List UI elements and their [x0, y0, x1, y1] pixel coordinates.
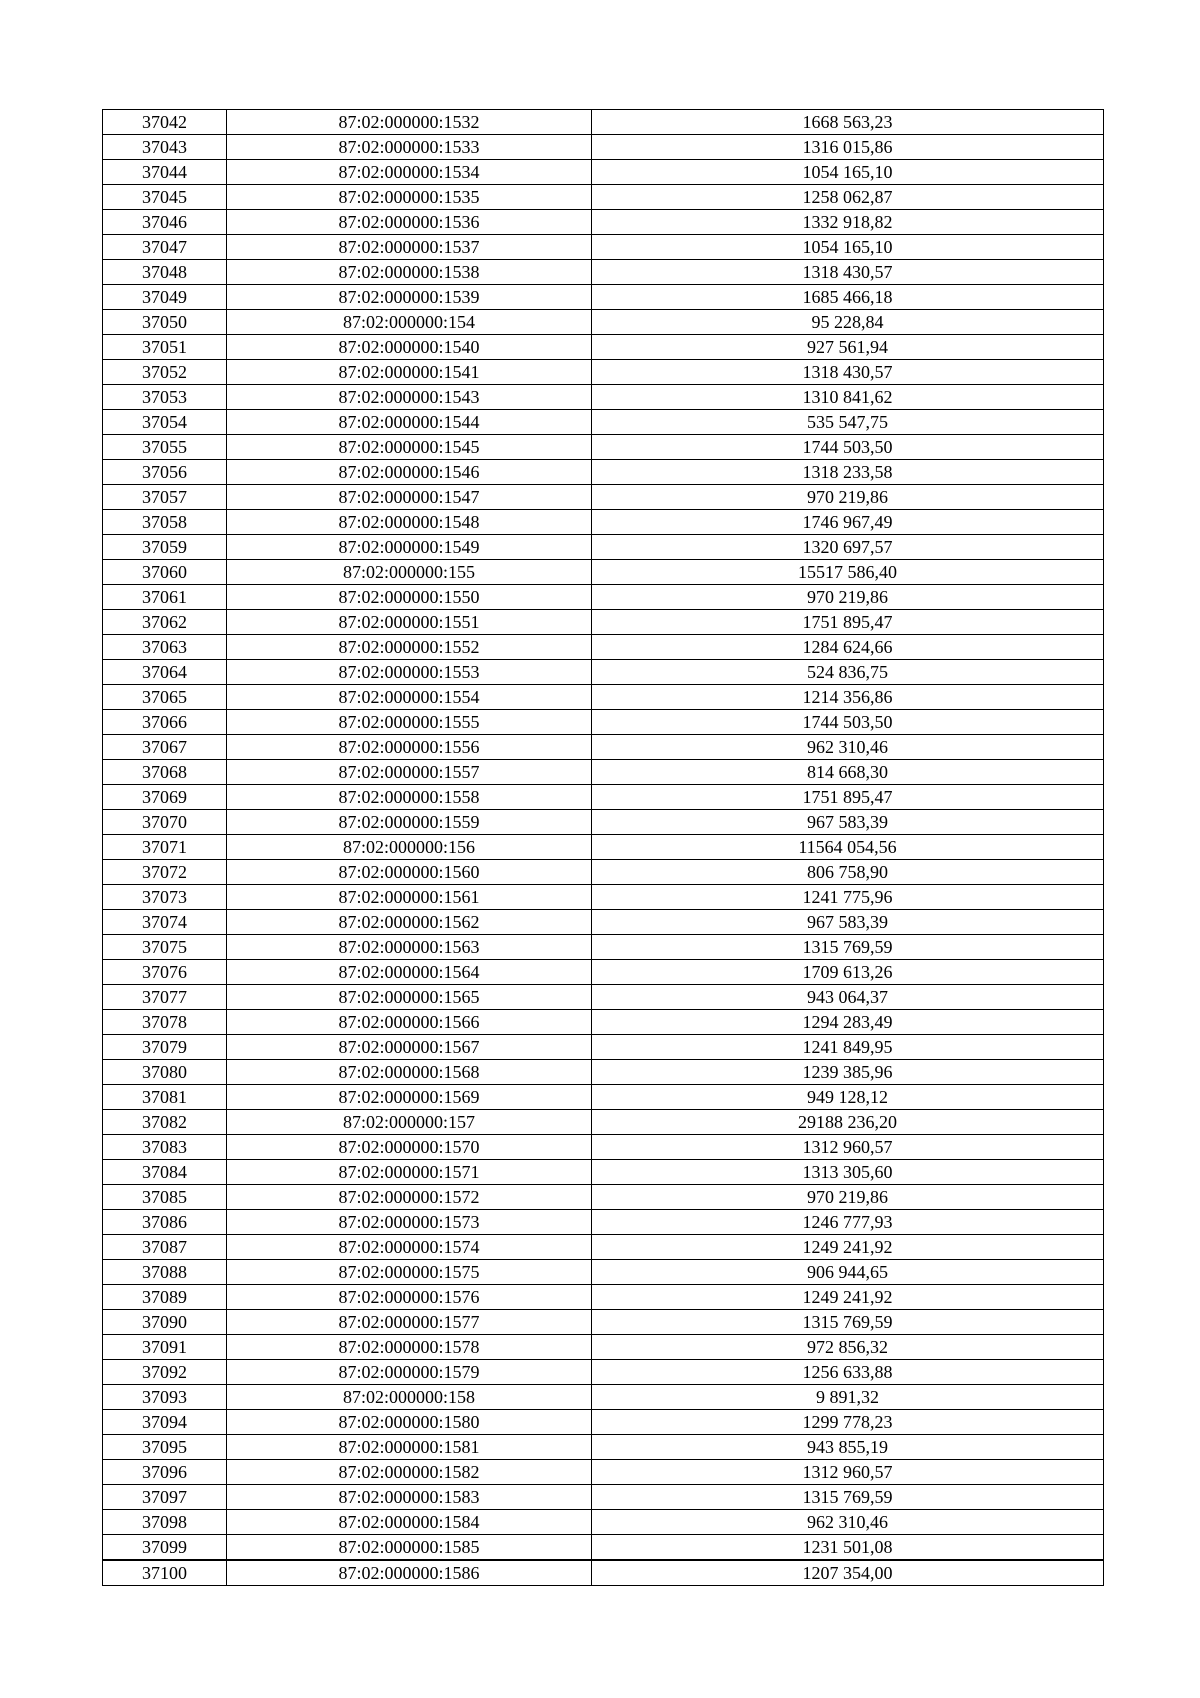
cadastral-value-cell: 1332 918,82 [592, 210, 1104, 235]
cadastral-number-cell: 87:02:000000:1575 [227, 1260, 592, 1285]
cadastral-value-cell: 1685 466,18 [592, 285, 1104, 310]
row-number-cell: 37089 [103, 1285, 227, 1310]
cadastral-value-cell: 1256 633,88 [592, 1360, 1104, 1385]
row-number-cell: 37079 [103, 1035, 227, 1060]
row-number-cell: 37085 [103, 1185, 227, 1210]
cadastral-value-cell: 967 583,39 [592, 810, 1104, 835]
cadastral-value-cell: 1241 849,95 [592, 1035, 1104, 1060]
table-row [103, 1185, 1104, 1210]
cadastral-value-cell: 29188 236,20 [592, 1110, 1104, 1135]
cadastral-number-cell: 87:02:000000:1585 [227, 1535, 592, 1561]
cadastral-number-cell: 87:02:000000:1573 [227, 1210, 592, 1235]
table-row [103, 485, 1104, 510]
cadastral-number-cell: 87:02:000000:1546 [227, 460, 592, 485]
table-row [103, 960, 1104, 985]
row-number-cell: 37049 [103, 285, 227, 310]
cadastral-value-table [102, 109, 1104, 1586]
cadastral-number-cell: 87:02:000000:1559 [227, 810, 592, 835]
cadastral-value-cell: 967 583,39 [592, 910, 1104, 935]
table-row [103, 685, 1104, 710]
row-number-cell: 37076 [103, 960, 227, 985]
table-row [103, 885, 1104, 910]
table-row [103, 185, 1104, 210]
row-number-cell: 37092 [103, 1360, 227, 1385]
cadastral-number-cell: 87:02:000000:1577 [227, 1310, 592, 1335]
cadastral-value-cell: 1299 778,23 [592, 1410, 1104, 1435]
table-row [103, 1160, 1104, 1185]
table-row [103, 735, 1104, 760]
cadastral-value-cell: 1709 613,26 [592, 960, 1104, 985]
table-row [103, 1385, 1104, 1410]
cadastral-value-cell: 1312 960,57 [592, 1460, 1104, 1485]
cadastral-value-cell: 1249 241,92 [592, 1285, 1104, 1310]
cadastral-number-cell: 87:02:000000:155 [227, 560, 592, 585]
table-row [103, 610, 1104, 635]
cadastral-number-cell: 87:02:000000:1558 [227, 785, 592, 810]
table-row [103, 110, 1104, 135]
cadastral-number-cell: 87:02:000000:1550 [227, 585, 592, 610]
table-row [103, 785, 1104, 810]
row-number-cell: 37096 [103, 1460, 227, 1485]
row-number-cell: 37043 [103, 135, 227, 160]
row-number-cell: 37063 [103, 635, 227, 660]
cadastral-number-cell: 87:02:000000:1541 [227, 360, 592, 385]
table-row [103, 1010, 1104, 1035]
cadastral-number-cell: 87:02:000000:1562 [227, 910, 592, 935]
row-number-cell: 37044 [103, 160, 227, 185]
table-row [103, 1260, 1104, 1285]
cadastral-value-cell: 1239 385,96 [592, 1060, 1104, 1085]
cadastral-value-cell: 1318 233,58 [592, 460, 1104, 485]
table-row [103, 435, 1104, 460]
row-number-cell: 37095 [103, 1435, 227, 1460]
table-row [103, 935, 1104, 960]
table-row [103, 1110, 1104, 1135]
row-number-cell: 37067 [103, 735, 227, 760]
cadastral-number-cell: 87:02:000000:1572 [227, 1185, 592, 1210]
row-number-cell: 37059 [103, 535, 227, 560]
cadastral-number-cell: 87:02:000000:157 [227, 1110, 592, 1135]
cadastral-value-cell: 9 891,32 [592, 1385, 1104, 1410]
cadastral-value-cell: 943 064,37 [592, 985, 1104, 1010]
cadastral-value-cell: 1318 430,57 [592, 260, 1104, 285]
cadastral-value-cell: 1744 503,50 [592, 435, 1104, 460]
table-row [103, 910, 1104, 935]
cadastral-number-cell: 87:02:000000:1582 [227, 1460, 592, 1485]
cadastral-number-cell: 87:02:000000:1574 [227, 1235, 592, 1260]
cadastral-number-cell: 87:02:000000:1544 [227, 410, 592, 435]
cadastral-value-cell: 1315 769,59 [592, 1310, 1104, 1335]
row-number-cell: 37069 [103, 785, 227, 810]
table-row [103, 1310, 1104, 1335]
table-row [103, 310, 1104, 335]
cadastral-number-cell: 87:02:000000:1556 [227, 735, 592, 760]
cadastral-value-cell: 1313 305,60 [592, 1160, 1104, 1185]
table-row [103, 535, 1104, 560]
cadastral-number-cell: 87:02:000000:1553 [227, 660, 592, 685]
cadastral-number-cell: 87:02:000000:1580 [227, 1410, 592, 1435]
row-number-cell: 37070 [103, 810, 227, 835]
row-number-cell: 37042 [103, 110, 227, 135]
row-number-cell: 37052 [103, 360, 227, 385]
cadastral-number-cell: 87:02:000000:1584 [227, 1510, 592, 1535]
cadastral-number-cell: 87:02:000000:1579 [227, 1360, 592, 1385]
cadastral-value-cell: 906 944,65 [592, 1260, 1104, 1285]
cadastral-number-cell: 87:02:000000:1539 [227, 285, 592, 310]
table-row [103, 760, 1104, 785]
table-row [103, 285, 1104, 310]
cadastral-value-cell: 949 128,12 [592, 1085, 1104, 1110]
cadastral-value-cell: 972 856,32 [592, 1335, 1104, 1360]
cadastral-value-cell: 1241 775,96 [592, 885, 1104, 910]
row-number-cell: 37083 [103, 1135, 227, 1160]
cadastral-number-cell: 87:02:000000:1538 [227, 260, 592, 285]
cadastral-number-cell: 87:02:000000:1571 [227, 1160, 592, 1185]
cadastral-value-cell: 1320 697,57 [592, 535, 1104, 560]
cadastral-value-cell: 1231 501,08 [592, 1535, 1104, 1561]
cadastral-number-cell: 87:02:000000:1548 [227, 510, 592, 535]
table-row [103, 1235, 1104, 1260]
cadastral-value-cell: 943 855,19 [592, 1435, 1104, 1460]
row-number-cell: 37073 [103, 885, 227, 910]
cadastral-number-cell: 87:02:000000:1576 [227, 1285, 592, 1310]
table-row [103, 1285, 1104, 1310]
cadastral-value-cell: 806 758,90 [592, 860, 1104, 885]
row-number-cell: 37086 [103, 1210, 227, 1235]
row-number-cell: 37090 [103, 1310, 227, 1335]
table-row [103, 1535, 1104, 1561]
table-row [103, 360, 1104, 385]
cadastral-number-cell: 87:02:000000:1570 [227, 1135, 592, 1160]
cadastral-value-cell: 1294 283,49 [592, 1010, 1104, 1035]
cadastral-number-cell: 87:02:000000:1565 [227, 985, 592, 1010]
table-row [103, 1035, 1104, 1060]
cadastral-value-cell: 927 561,94 [592, 335, 1104, 360]
row-number-cell: 37048 [103, 260, 227, 285]
cadastral-value-cell: 1315 769,59 [592, 1485, 1104, 1510]
row-number-cell: 37062 [103, 610, 227, 635]
row-number-cell: 37099 [103, 1535, 227, 1561]
table-row [103, 510, 1104, 535]
cadastral-value-cell: 1668 563,23 [592, 110, 1104, 135]
cadastral-number-cell: 87:02:000000:1555 [227, 710, 592, 735]
table-row [103, 1435, 1104, 1460]
table-row [103, 1060, 1104, 1085]
cadastral-value-cell: 1744 503,50 [592, 710, 1104, 735]
cadastral-value-cell: 95 228,84 [592, 310, 1104, 335]
table-row [103, 585, 1104, 610]
cadastral-number-cell: 87:02:000000:1533 [227, 135, 592, 160]
table-row [103, 810, 1104, 835]
cadastral-value-cell: 1258 062,87 [592, 185, 1104, 210]
cadastral-value-cell: 1318 430,57 [592, 360, 1104, 385]
cadastral-value-cell: 970 219,86 [592, 485, 1104, 510]
row-number-cell: 37066 [103, 710, 227, 735]
table-row [103, 235, 1104, 260]
row-number-cell: 37068 [103, 760, 227, 785]
row-number-cell: 37093 [103, 1385, 227, 1410]
row-number-cell: 37088 [103, 1260, 227, 1285]
table-row [103, 1360, 1104, 1385]
cadastral-number-cell: 87:02:000000:1581 [227, 1435, 592, 1460]
cadastral-value-cell: 962 310,46 [592, 1510, 1104, 1535]
table-row [103, 660, 1104, 685]
table-row [103, 260, 1104, 285]
cadastral-number-cell: 87:02:000000:1557 [227, 760, 592, 785]
cadastral-value-cell: 814 668,30 [592, 760, 1104, 785]
cadastral-number-cell: 87:02:000000:1552 [227, 635, 592, 660]
cadastral-value-cell: 1316 015,86 [592, 135, 1104, 160]
table-row [103, 985, 1104, 1010]
table-row [103, 1410, 1104, 1435]
row-number-cell: 37077 [103, 985, 227, 1010]
table-row [103, 635, 1104, 660]
table-row [103, 210, 1104, 235]
cadastral-value-cell: 1214 356,86 [592, 685, 1104, 710]
cadastral-number-cell: 87:02:000000:1569 [227, 1085, 592, 1110]
cadastral-value-cell: 1315 769,59 [592, 935, 1104, 960]
row-number-cell: 37072 [103, 860, 227, 885]
cadastral-number-cell: 87:02:000000:1566 [227, 1010, 592, 1035]
table-row [103, 860, 1104, 885]
row-number-cell: 37046 [103, 210, 227, 235]
row-number-cell: 37050 [103, 310, 227, 335]
row-number-cell: 37047 [103, 235, 227, 260]
cadastral-value-cell: 1310 841,62 [592, 385, 1104, 410]
table-row [103, 1335, 1104, 1360]
row-number-cell: 37091 [103, 1335, 227, 1360]
cadastral-value-cell: 1246 777,93 [592, 1210, 1104, 1235]
cadastral-number-cell: 87:02:000000:1583 [227, 1485, 592, 1510]
cadastral-value-cell: 1054 165,10 [592, 160, 1104, 185]
table-row [103, 1460, 1104, 1485]
cadastral-value-cell: 1312 960,57 [592, 1135, 1104, 1160]
row-number-cell: 37056 [103, 460, 227, 485]
table-body [103, 110, 1104, 1586]
cadastral-value-cell: 1207 354,00 [592, 1560, 1104, 1586]
cadastral-number-cell: 87:02:000000:1537 [227, 235, 592, 260]
row-number-cell: 37064 [103, 660, 227, 685]
row-number-cell: 37074 [103, 910, 227, 935]
row-number-cell: 37080 [103, 1060, 227, 1085]
table-row [103, 410, 1104, 435]
cadastral-value-cell: 1746 967,49 [592, 510, 1104, 535]
cadastral-number-cell: 87:02:000000:158 [227, 1385, 592, 1410]
cadastral-number-cell: 87:02:000000:1551 [227, 610, 592, 635]
row-number-cell: 37084 [103, 1160, 227, 1185]
row-number-cell: 37060 [103, 560, 227, 585]
cadastral-number-cell: 87:02:000000:1567 [227, 1035, 592, 1060]
cadastral-number-cell: 87:02:000000:1564 [227, 960, 592, 985]
row-number-cell: 37081 [103, 1085, 227, 1110]
table-row [103, 385, 1104, 410]
cadastral-number-cell: 87:02:000000:1568 [227, 1060, 592, 1085]
cadastral-number-cell: 87:02:000000:156 [227, 835, 592, 860]
row-number-cell: 37051 [103, 335, 227, 360]
row-number-cell: 37075 [103, 935, 227, 960]
table-row [103, 335, 1104, 360]
cadastral-number-cell: 87:02:000000:1543 [227, 385, 592, 410]
row-number-cell: 37082 [103, 1110, 227, 1135]
table-row [103, 1560, 1104, 1586]
table-row [103, 1135, 1104, 1160]
table-row [103, 160, 1104, 185]
table-row [103, 1085, 1104, 1110]
row-number-cell: 37065 [103, 685, 227, 710]
cadastral-value-cell: 11564 054,56 [592, 835, 1104, 860]
table-row [103, 1510, 1104, 1535]
row-number-cell: 37053 [103, 385, 227, 410]
cadastral-number-cell: 87:02:000000:1540 [227, 335, 592, 360]
table-row [103, 835, 1104, 860]
cadastral-number-cell: 87:02:000000:154 [227, 310, 592, 335]
table-row [103, 460, 1104, 485]
cadastral-value-cell: 1249 241,92 [592, 1235, 1104, 1260]
row-number-cell: 37061 [103, 585, 227, 610]
row-number-cell: 37078 [103, 1010, 227, 1035]
row-number-cell: 37057 [103, 485, 227, 510]
cadastral-number-cell: 87:02:000000:1534 [227, 160, 592, 185]
cadastral-value-cell: 970 219,86 [592, 1185, 1104, 1210]
table-row [103, 560, 1104, 585]
cadastral-value-cell: 1751 895,47 [592, 785, 1104, 810]
cadastral-number-cell: 87:02:000000:1536 [227, 210, 592, 235]
row-number-cell: 37045 [103, 185, 227, 210]
cadastral-number-cell: 87:02:000000:1532 [227, 110, 592, 135]
table-row [103, 1485, 1104, 1510]
row-number-cell: 37058 [103, 510, 227, 535]
row-number-cell: 37094 [103, 1410, 227, 1435]
row-number-cell: 37071 [103, 835, 227, 860]
cadastral-number-cell: 87:02:000000:1586 [227, 1560, 592, 1586]
table-row [103, 710, 1104, 735]
table-row [103, 135, 1104, 160]
cadastral-number-cell: 87:02:000000:1547 [227, 485, 592, 510]
cadastral-number-cell: 87:02:000000:1561 [227, 885, 592, 910]
table-row [103, 1210, 1104, 1235]
row-number-cell: 37087 [103, 1235, 227, 1260]
row-number-cell: 37054 [103, 410, 227, 435]
cadastral-value-cell: 524 836,75 [592, 660, 1104, 685]
cadastral-number-cell: 87:02:000000:1563 [227, 935, 592, 960]
row-number-cell: 37097 [103, 1485, 227, 1510]
cadastral-value-cell: 1054 165,10 [592, 235, 1104, 260]
row-number-cell: 37100 [103, 1560, 227, 1586]
cadastral-number-cell: 87:02:000000:1578 [227, 1335, 592, 1360]
row-number-cell: 37098 [103, 1510, 227, 1535]
cadastral-value-cell: 15517 586,40 [592, 560, 1104, 585]
cadastral-number-cell: 87:02:000000:1535 [227, 185, 592, 210]
cadastral-number-cell: 87:02:000000:1554 [227, 685, 592, 710]
cadastral-number-cell: 87:02:000000:1545 [227, 435, 592, 460]
row-number-cell: 37055 [103, 435, 227, 460]
cadastral-number-cell: 87:02:000000:1560 [227, 860, 592, 885]
cadastral-value-cell: 1751 895,47 [592, 610, 1104, 635]
cadastral-value-cell: 962 310,46 [592, 735, 1104, 760]
cadastral-value-cell: 535 547,75 [592, 410, 1104, 435]
cadastral-value-cell: 970 219,86 [592, 585, 1104, 610]
cadastral-value-cell: 1284 624,66 [592, 635, 1104, 660]
cadastral-number-cell: 87:02:000000:1549 [227, 535, 592, 560]
